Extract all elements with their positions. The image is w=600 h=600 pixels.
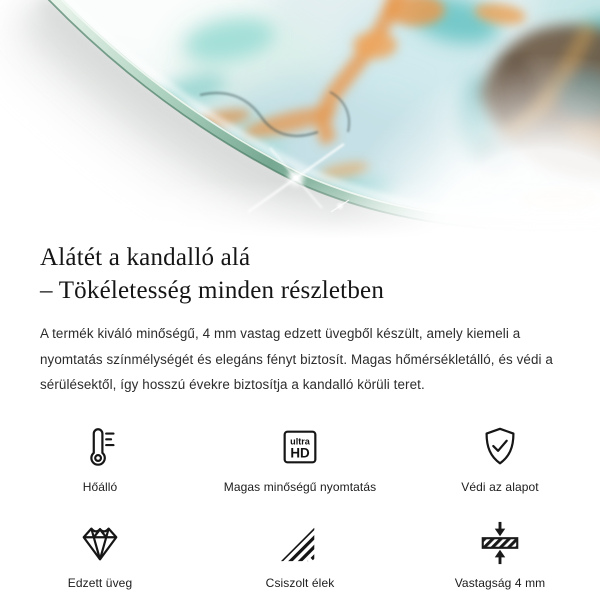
feature-label: Vastagság 4 mm bbox=[454, 575, 546, 590]
feature-thickness bbox=[400, 518, 600, 590]
thermometer-icon bbox=[77, 424, 123, 470]
feature-polished-edges bbox=[200, 518, 400, 590]
ultra-hd-icon bbox=[277, 424, 323, 470]
feature-label: Magas minőségű nyomtatás bbox=[223, 479, 377, 494]
feature-grid bbox=[0, 422, 600, 590]
title-line-1: Alátét a kandalló alá bbox=[40, 244, 251, 271]
product-info-section bbox=[0, 238, 600, 590]
feature-label: Csiszolt élek bbox=[265, 575, 335, 590]
polished-edges-icon bbox=[277, 520, 323, 566]
feature-protects-base bbox=[400, 422, 600, 494]
feature-high-quality-print bbox=[200, 422, 400, 494]
svg-text:HD: HD bbox=[290, 445, 310, 461]
thickness-icon bbox=[477, 520, 523, 566]
feature-label: Védi az alapot bbox=[461, 479, 539, 494]
diamond-icon bbox=[77, 520, 123, 566]
glass-disc-illustration bbox=[0, 0, 600, 238]
feature-tempered-glass bbox=[0, 518, 200, 590]
page-title bbox=[40, 241, 560, 307]
feature-heat-resistant bbox=[0, 422, 200, 494]
shield-check-icon bbox=[477, 424, 523, 470]
feature-label: Edzett üveg bbox=[67, 575, 133, 590]
product-description: A termék kiváló minőségű, 4 mm vastag edzett üvegből készült, amely kiemeli a nyomtatás színmélységét és elegáns fényt biztosít. Magas hőmérsékletálló, és védi a sérülésektől, így hosszú évekre biztosítja a kandalló körüli teret. bbox=[40, 326, 553, 392]
title-line-2: – Tökéletesség minden részletben bbox=[40, 277, 385, 304]
svg-text:ultra: ultra bbox=[290, 436, 310, 447]
product-image bbox=[0, 0, 600, 238]
feature-label: Hőálló bbox=[82, 479, 118, 494]
